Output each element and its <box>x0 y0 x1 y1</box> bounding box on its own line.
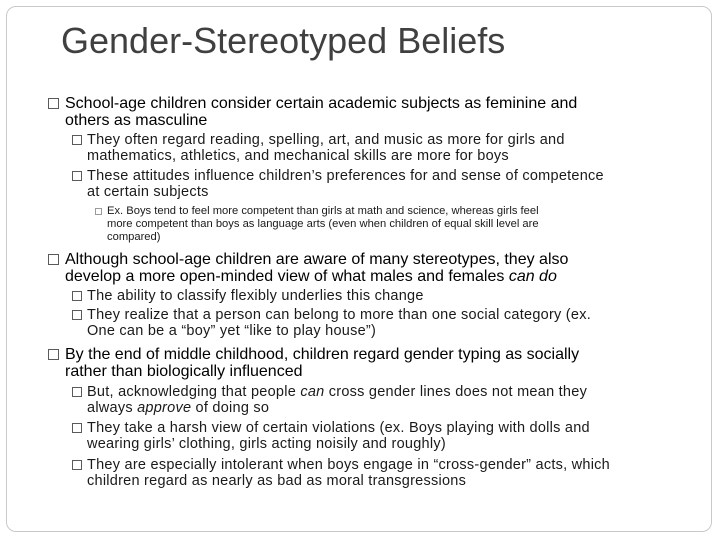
square-bullet-icon <box>48 349 59 360</box>
sub-bullet-3-3-line-2: children regard as nearly as bad as moral transgressions <box>87 473 467 489</box>
square-bullet-icon <box>72 135 82 145</box>
bullet-2-line-2-text: develop a more open-minded view of what males and females <box>65 268 505 285</box>
sub-bullet-1-2-line-2: at certain subjects <box>87 184 209 200</box>
sub-bullet-3-2 <box>87 420 590 452</box>
sub-bullet-3-1-emphasis-approve: approve <box>137 400 192 416</box>
square-bullet-icon <box>72 310 82 320</box>
bullet-3-line-1: By the end of middle childhood, children regard gender typing as socially <box>65 346 580 363</box>
bullet-2-line-1: Although school-age children are aware of many stereotypes, they also <box>65 251 569 268</box>
sub-bullet-2-1-line-1: The ability to classify flexibly underlies this change <box>87 288 424 304</box>
sub-bullet-3-3-line-1: They are especially intolerant when boys engage in “cross-gender” acts, which <box>87 457 610 473</box>
square-bullet-icon <box>48 254 59 265</box>
sub-bullet-3-1-text-d: of doing so <box>195 400 270 416</box>
bullet-2-line-2 <box>65 268 568 285</box>
sub-bullet-3-1-text-c: always <box>87 400 133 416</box>
sub-bullet-3-1-line-2 <box>87 400 587 416</box>
square-bullet-icon <box>72 171 82 181</box>
square-bullet-icon <box>72 423 82 433</box>
square-bullet-icon <box>48 98 59 109</box>
sub-bullet-1-1-line-2: mathematics, athletics, and mechanical skills are more for boys <box>87 148 509 164</box>
sub-bullet-3-3 <box>87 457 610 489</box>
bullet-1-line-2: others as masculine <box>65 112 208 129</box>
sub-bullet-1-2 <box>87 168 604 200</box>
sub-bullet-3-1 <box>87 384 587 416</box>
sub-bullet-1-2-line-1: These attitudes influence children’s preferences for and sense of competence <box>87 168 604 184</box>
sub-bullet-3-1-text-b: cross gender lines does not mean they <box>328 384 588 400</box>
square-bullet-icon <box>72 291 82 301</box>
square-bullet-icon <box>72 460 82 470</box>
sub-bullet-3-1-line-1 <box>87 384 587 400</box>
sub-bullet-3-2-line-1: They take a harsh view of certain violations (ex. Boys playing with dolls and <box>87 420 590 436</box>
sub-bullet-1-1-line-1: They often regard reading, spelling, art, and music as more for girls and <box>87 132 565 148</box>
bullet-2 <box>65 251 568 285</box>
sub-bullet-2-2-line-1: They realize that a person can belong to more than one social category (ex. <box>87 307 591 323</box>
sub-bullet-2-2 <box>87 307 591 339</box>
bullet-3-line-2: rather than biologically influenced <box>65 363 303 380</box>
square-bullet-icon <box>72 387 82 397</box>
sub-sub-bullet-line-1: Ex. Boys tend to feel more competent than girls at math and science, whereas girls feel <box>107 205 539 217</box>
square-bullet-icon <box>95 208 102 215</box>
bullet-1-line-1: School-age children consider certain academic subjects as feminine and <box>65 95 578 112</box>
bullet-1 <box>65 95 577 129</box>
bullet-2-emphasis: can do <box>508 268 557 285</box>
sub-bullet-3-1-emphasis-can: can <box>300 384 325 400</box>
sub-sub-bullet-line-2: more competent than boys as language arts (even when children of equal skill level are <box>107 217 539 230</box>
sub-bullet-3-2-line-2: wearing girls’ clothing, girls acting noisily and roughly) <box>87 436 446 452</box>
sub-bullet-2-1 <box>87 288 424 304</box>
sub-sub-bullet-line-3: compared) <box>107 230 161 243</box>
slide-title: Gender-Stereotyped Beliefs <box>61 20 506 61</box>
sub-bullet-3-1-text-a: But, acknowledging that people <box>87 384 297 400</box>
sub-bullet-2-2-line-2: One can be a “boy” yet “like to play house”) <box>87 323 377 339</box>
sub-bullet-1-1 <box>87 132 565 164</box>
sub-sub-bullet-1-2-1 <box>107 205 539 243</box>
bullet-3 <box>65 346 579 380</box>
